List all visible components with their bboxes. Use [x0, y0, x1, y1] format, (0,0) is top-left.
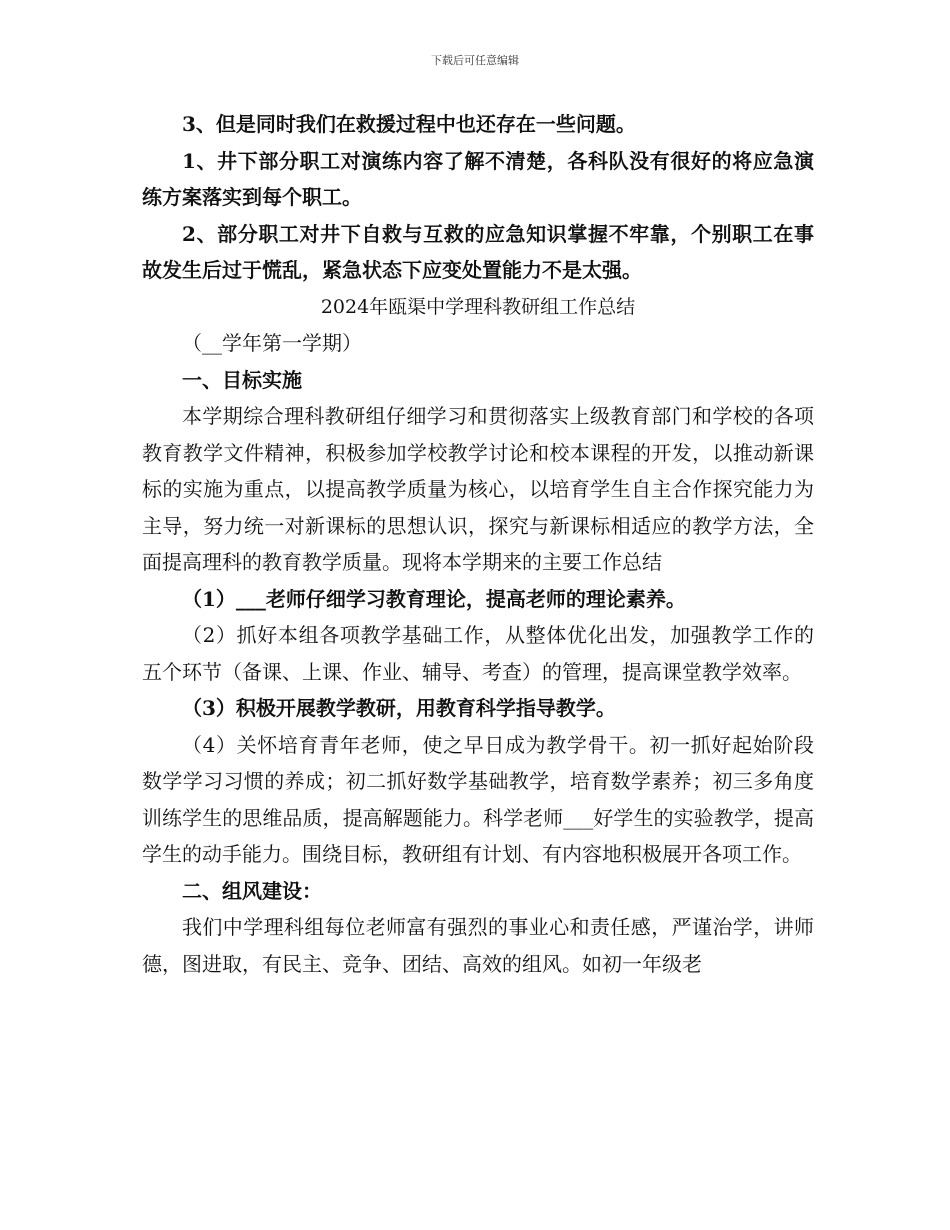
semester-subtitle: （__学年第一学期） — [182, 331, 362, 355]
paragraph-goals-body: 本学期综合理科教研组仔细学习和贯彻落实上级教育部门和学校的各项教育教学文件精神，积极参加学校教学讨论和校本课程的开发，以推动新课标的实施为重点，以提高教学质量为核心，以培育学生自主合作探究能力为主导，努力统一对新课标的思想认识，探究与新课标相适应的教学方法，全面提高理科的教育教学质量。现将本学期来的主要工作总结 — [142, 404, 814, 574]
paragraph-item-3: （3）积极开展教学教研，用教育科学指导教学。 — [182, 696, 616, 720]
section-heading-team-culture: 二、组风建设： — [182, 878, 322, 903]
page-header: 下载后可任意编辑 — [431, 54, 519, 67]
paragraph-team-culture-body: 我们中学理科组每位老师富有强烈的事业心和责任感，严谨治学，讲师德，图进取，有民主、竞争、团结、高效的组风。如初一年级老 — [142, 915, 814, 976]
paragraph-problems-intro: 3、但是同时我们在救援过程中也还存在一些问题。 — [182, 112, 636, 136]
document-title: 2024年瓯渠中学理科教研组工作总结 — [320, 295, 636, 318]
paragraph-problem-1: 1、井下部分职工对演练内容了解不清楚，各科队没有很好的将应急演练方案落实到每个职工。 — [142, 148, 814, 209]
paragraph-item-1: （1）___老师仔细学习教育理论，提高老师的理论素养。 — [182, 586, 686, 611]
document-body — [142, 106, 814, 982]
paragraph-item-2: （2）抓好本组各项教学基础工作，从整体优化出发，加强教学工作的五个环节（备课、上课、作业、辅导、考查）的管理，提高课堂教学效率。 — [142, 623, 814, 684]
paragraph-problem-2: 2、部分职工对井下自救与互救的应急知识掌握不牢靠，个别职工在事故发生后过于慌乱，紧急状态下应变处置能力不是太强。 — [142, 221, 814, 282]
section-heading-goals: 一、目标实施 — [182, 367, 302, 392]
paragraph-item-4: （4）关怀培育青年老师，使之早日成为教学骨干。初一抓好起始阶段数学学习习惯的养成；初二抓好数学基础教学，培育数学素养；初三多角度训练学生的思维品质，提高解题能力。科学老师___好学生的实验教学，提高学生的动手能力。围绕目标，教研组有计划、有内容地积极展开各项工作。 — [142, 732, 814, 866]
